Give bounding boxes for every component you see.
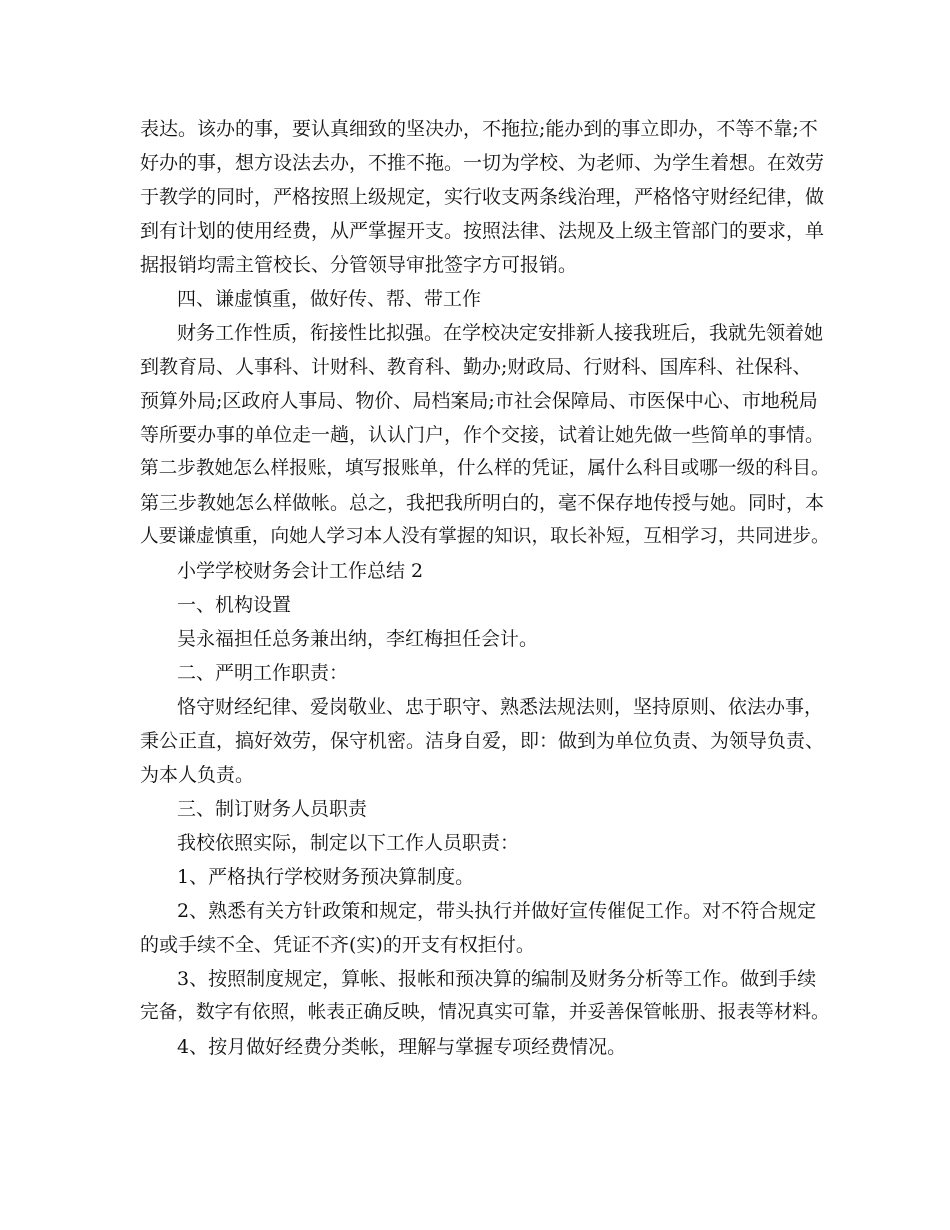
- section-heading-4: 四、谦虚慎重，做好传、帮、带工作: [177, 288, 482, 310]
- document-subtitle: 小学学校财务会计工作总结 2: [177, 560, 424, 582]
- list-item-3: 3、按照制度规定，算帐、报帐和预决算的编制及财务分析等工作。做到手续: [177, 968, 817, 990]
- section-heading-1: 一、机构设置: [177, 594, 292, 616]
- text-line-5: 据报销均需主管校长、分管领导审批签字方可报销。: [140, 254, 578, 276]
- text-line-4: 到有计划的使用经费，从严掌握开支。按照法律、法规及上级主管部门的要求，单: [140, 220, 825, 242]
- text-line-2: 好办的事，想方设法去办，不推不拖。一切为学校、为老师、为学生着想。在效劳: [140, 152, 825, 174]
- text-line-7: 财务工作性质，衔接性比拟强。在学校决定安排新人接我班后，我就先领着她: [177, 322, 824, 344]
- text-line-11: 第二步教她怎么样报账，填写报账单，什么样的凭证，属什么科目或哪一级的科目。: [140, 458, 830, 479]
- section-heading-3: 三、制订财务人员职责: [177, 798, 368, 820]
- text-line-9: 预算外局;区政府人事局、物价、局档案局;市社会保障局、市医保中心、市地税局: [140, 390, 818, 412]
- text-line-1: 表达。该办的事，要认真细致的坚决办，不拖拉;能办到的事立即办，不等不靠;不: [140, 118, 818, 140]
- list-item-4: 4、按月做好经费分类帐，理解与掌握专项经费情况。: [177, 1036, 627, 1058]
- document-body: [140, 112, 830, 1064]
- text-line-10: 等所要办事的单位走一趟，认认门户，作个交接，试着让她先做一些简单的事情。: [140, 424, 825, 446]
- text-line-22: 我校依照实际，制定以下工作人员职责：: [177, 832, 520, 854]
- list-item-3-cont: 完备，数字有依照，帐表正确反映，情况真实可靠，并妥善保管帐册、报表等材料。: [140, 1002, 830, 1023]
- section-heading-2: 二、严明工作职责：: [177, 662, 349, 684]
- list-item-2-cont: 的或手续不全、凭证不齐(实)的开支有权拒付。: [140, 934, 535, 956]
- text-line-8: 到教育局、人事科、计财科、教育科、勤办;财政局、行财科、国库科、社保科、: [140, 356, 812, 378]
- text-line-3: 于教学的同时，严格按照上级规定，实行收支两条线治理，严格恪守财经纪律，做: [140, 186, 825, 208]
- text-line-16: 吴永福担任总务兼出纳，李红梅担任会计。: [177, 628, 539, 650]
- text-line-13: 人要谦虚慎重，向她人学习本人没有掌握的知识，取长补短，互相学习，共同进步。: [140, 526, 830, 547]
- list-item-1: 1、严格执行学校财务预决算制度。: [177, 866, 475, 888]
- text-line-20: 为本人负责。: [140, 764, 255, 786]
- list-item-2: 2、熟悉有关方针政策和规定，带头执行并做好宣传催促工作。对不符合规定: [177, 900, 817, 922]
- text-line-12: 第三步教她怎么样做帐。总之，我把我所明白的，毫不保存地传授与她。同时，本: [140, 492, 825, 514]
- text-line-19: 秉公正直，搞好效劳，保守机密。洁身自爱，即：做到为单位负责、为领导负责、: [140, 730, 825, 752]
- text-line-18: 恪守财经纪律、爱岗敬业、忠于职守、熟悉法规法则，坚持原则、依法办事，: [177, 696, 824, 718]
